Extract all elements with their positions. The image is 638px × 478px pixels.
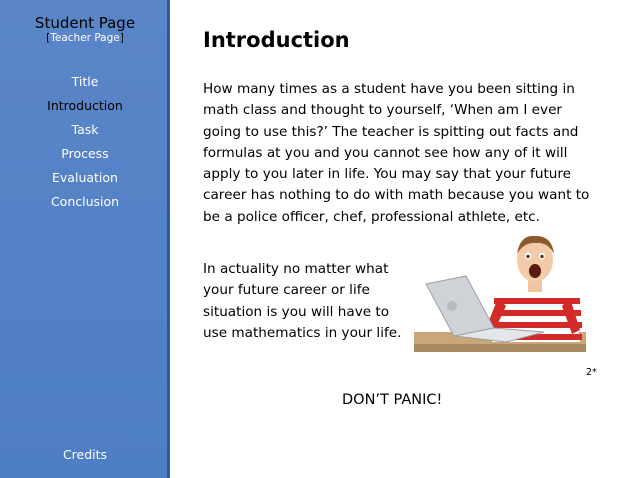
laptop-logo xyxy=(447,301,457,311)
laptop-lid xyxy=(426,276,494,336)
open-mouth xyxy=(529,264,541,278)
nav-credits[interactable]: Credits xyxy=(62,447,108,462)
dont-panic-text: DON’T PANIC! xyxy=(342,392,443,408)
page-title: Introduction xyxy=(203,28,350,52)
nav-evaluation[interactable]: Evaluation xyxy=(52,170,118,185)
boy-with-laptop-image xyxy=(414,232,586,352)
intro-paragraph: How many times as a student have you been sitting in math class and thought to yourself, ‘When am I ever going to use this?’ The teacher is spitting out facts and formulas at you and you cannot see how any of it will apply to you later in life. You may say that your future career has nothing to do with math because you want to be a police officer, chef, professional athlete, etc. xyxy=(203,81,590,225)
nav-task[interactable]: Task xyxy=(71,122,99,137)
nav-process[interactable]: Process xyxy=(61,146,109,161)
nav-title[interactable]: Title xyxy=(71,74,99,89)
sidebar-title: Student Page xyxy=(34,14,136,32)
bracket-close: ] xyxy=(119,32,124,44)
footnote: 2* xyxy=(586,367,597,378)
teacher-page-link-wrapper xyxy=(0,32,170,44)
actuality-paragraph: In actuality no matter what your future career or life situation is you will have to use mathematics in your life. xyxy=(203,261,402,341)
bracket-open: [ xyxy=(46,32,51,44)
nav-introduction[interactable]: Introduction xyxy=(47,98,123,113)
teacher-page-link[interactable]: Teacher Page xyxy=(50,32,120,44)
sidebar xyxy=(0,0,170,478)
table-edge xyxy=(414,344,586,352)
nav-conclusion[interactable]: Conclusion xyxy=(50,194,120,209)
